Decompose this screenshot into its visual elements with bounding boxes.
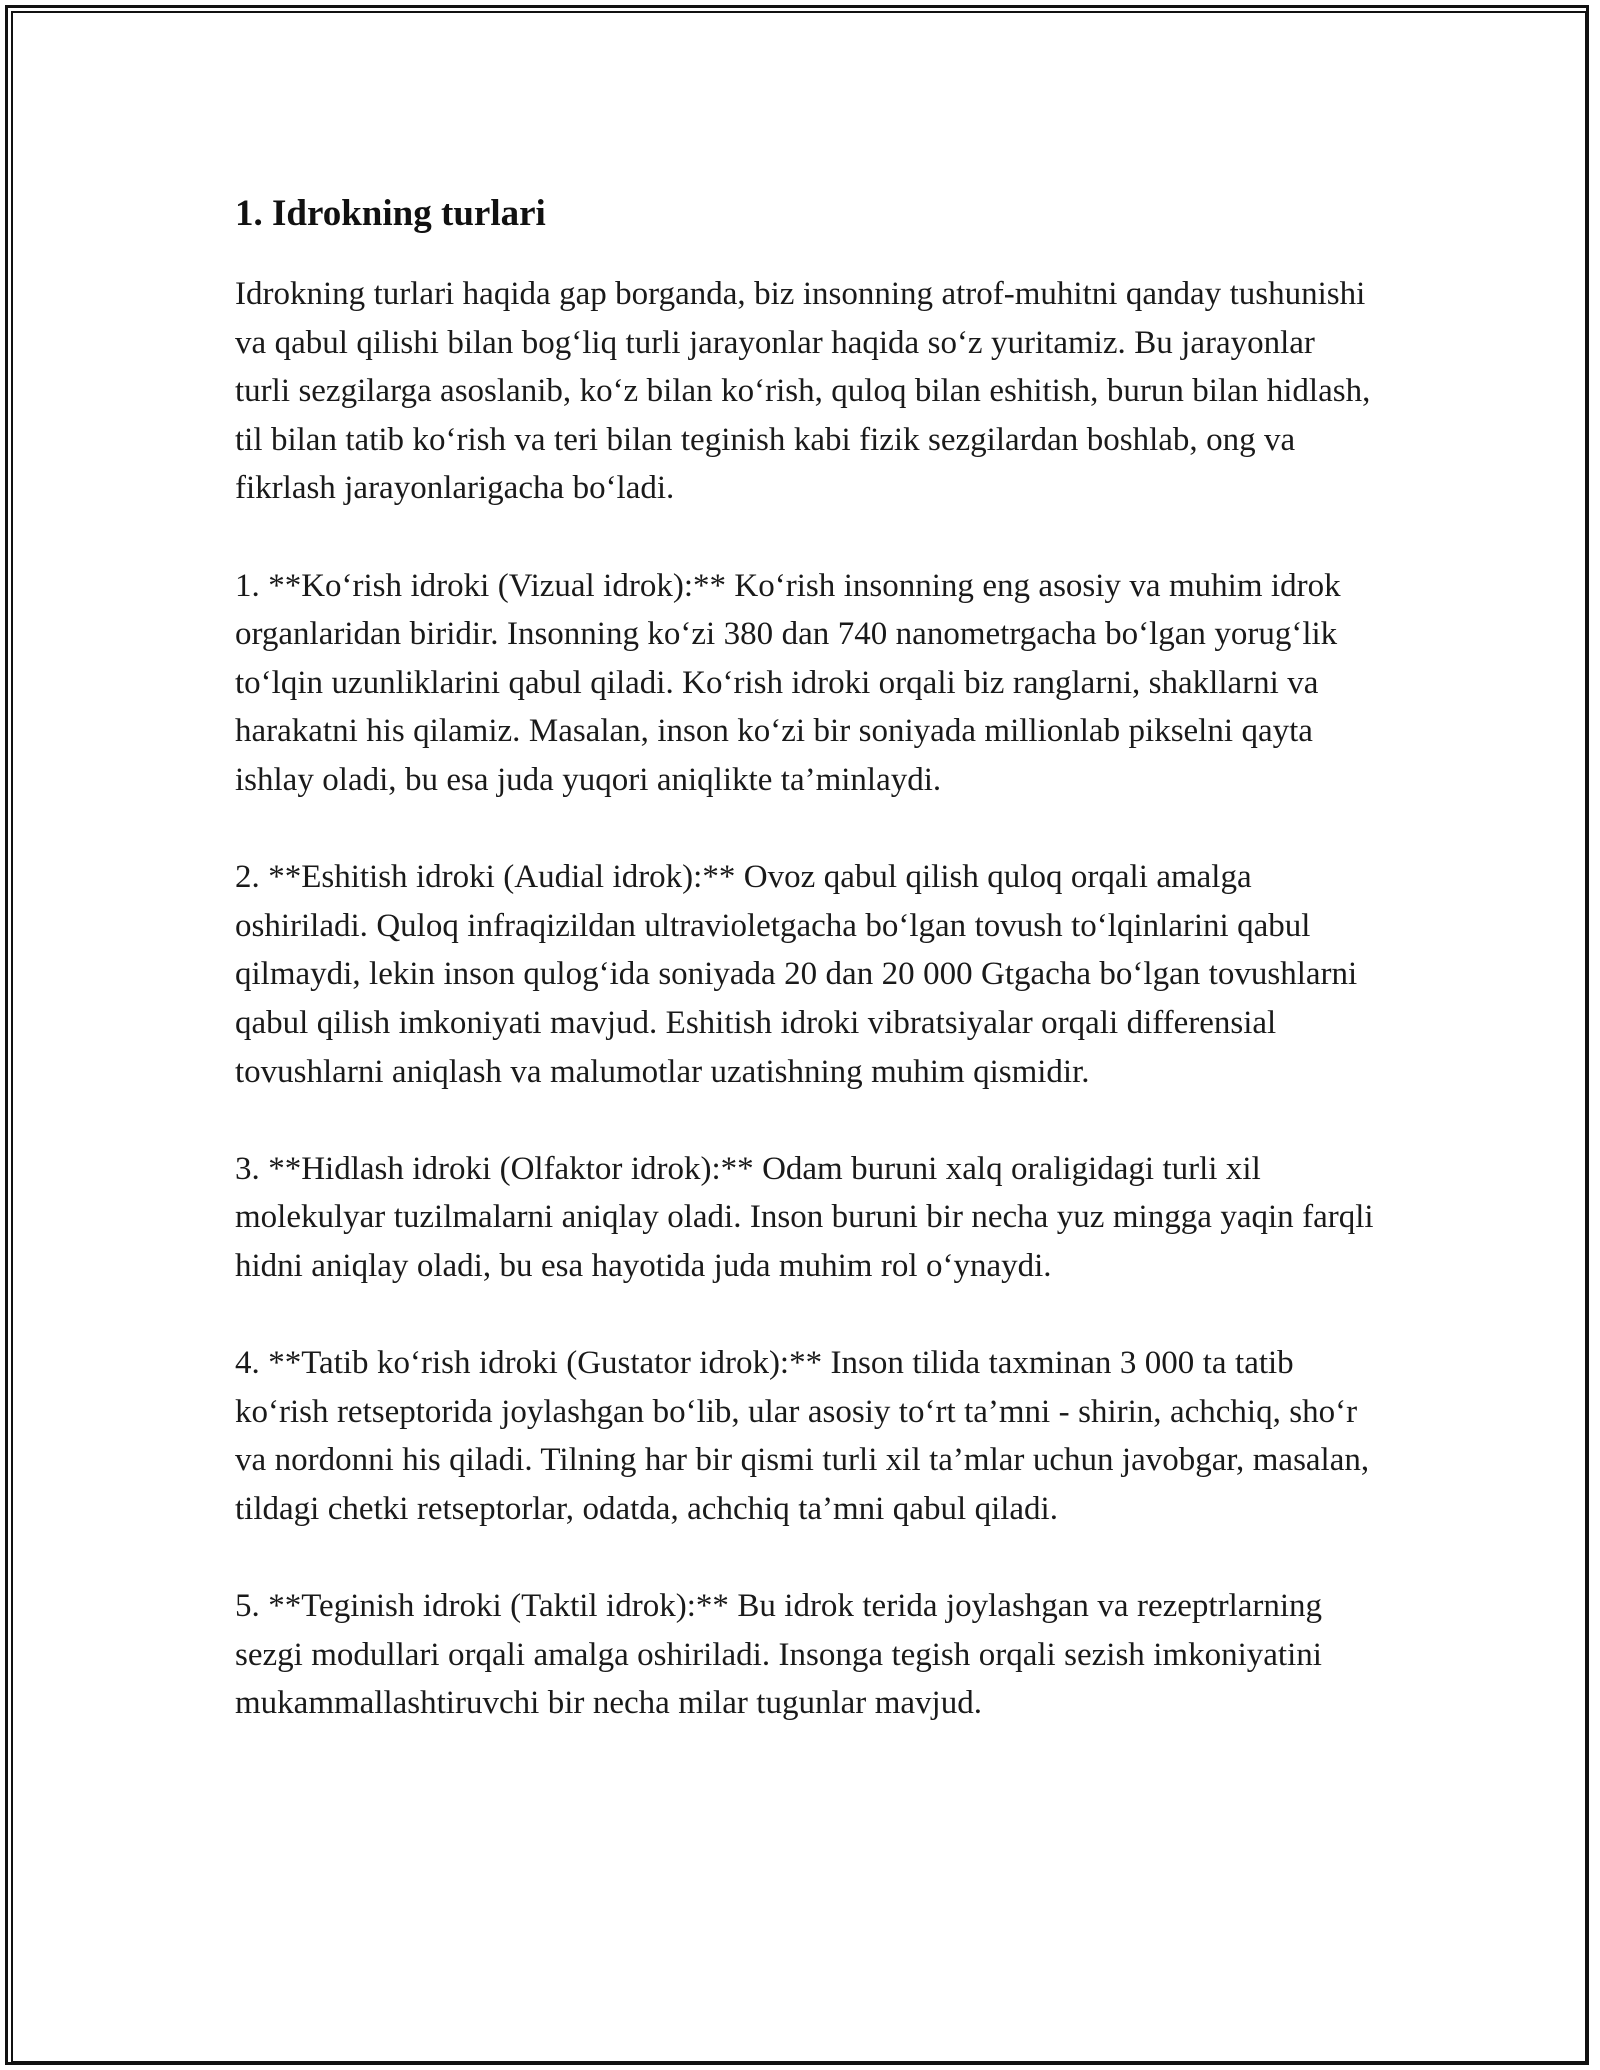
paragraph-visual-perception: 1. **Ko‘rish idroki (Vizual idrok):** Ko‘rish insonning eng asosiy va muhim idrok organlaridan biridir. Insonning ko‘zi 380 dan 740 nanometrgacha bo‘lgan yorug‘lik to‘lqin uzunliklarini qabul qiladi. Ko‘rish idroki orqali biz ranglarni, shakllarni va harakatni his qilamiz. Masalan, inson ko‘zi bir soniyada millionlab pikselni qayta ishlay oladi, bu esa juda yuqori aniqlikte ta’minlaydi. bbox=[235, 567, 1341, 798]
section-heading: 1. Idrokning turlari bbox=[235, 193, 546, 234]
intro-paragraph: Idrokning turlari haqida gap borganda, biz insonning atrof-muhitni qanday tushunishi va qabul qilishi bilan bog‘liq turli jarayonlar haqida so‘z yuritamiz. Bu jarayonlar turli sezgilarga asoslanib, ko‘z bilan ko‘rish, quloq bilan eshitish, burun bilan hidlash, til bilan tatib ko‘rish va teri bilan teginish kabi fizik sezgilardan boshlab, ong va fikrlash jarayonlarigacha bo‘ladi. bbox=[235, 276, 1371, 507]
paragraph-auditory-perception: 2. **Eshitish idroki (Audial idrok):** Ovoz qabul qilish quloq orqali amalga oshiriladi. Quloq infraqizildan ultravioletgacha bo‘lgan tovush to‘lqinlarini qabul qilmaydi, lekin inson qulog‘ida soniyada 20 dan 20 000 Gtgacha bo‘lgan tovushlarni qabul qilish imkoniyati mavjud. Eshitish idroki vibratsiyalar orqali differensial tovushlarni aniqlash va malumotlar uzatishning muhim qismidir. bbox=[235, 859, 1358, 1090]
paragraph-gustatory-perception: 4. **Tatib ko‘rish idroki (Gustator idrok):** Inson tilida taxminan 3 000 ta tatib ko‘rish retseptorida joylashgan bo‘lib, ular asosiy to‘rt ta’mni - shirin, achchiq, sho‘r va nordonni his qiladi. Tilning har bir qismi turli xil ta’mlar uchun javobgar, masalan, tildagi chetki retseptorlar, odatda, achchiq ta’mni qabul qiladi. bbox=[235, 1345, 1370, 1527]
paragraph-tactile-perception: 5. **Teginish idroki (Taktil idrok):** Bu idrok terida joylashgan va rezeptrlarning sezgi modullari orqali amalga oshiriladi. Insonga tegish orqali sezish imkoniyatini mukammallashtiruvchi bir necha milar tugunlar mavjud. bbox=[235, 1588, 1323, 1722]
document-body bbox=[235, 188, 1375, 1776]
paragraph-olfactory-perception: 3. **Hidlash idroki (Olfaktor idrok):** Odam buruni xalq oraligidagi turli xil molekulyar tuzilmalarni aniqlay oladi. Inson buruni bir necha yuz mingga yaqin farqli hidni aniqlay oladi, bu esa hayotida juda muhim rol o‘ynaydi. bbox=[235, 1150, 1374, 1284]
